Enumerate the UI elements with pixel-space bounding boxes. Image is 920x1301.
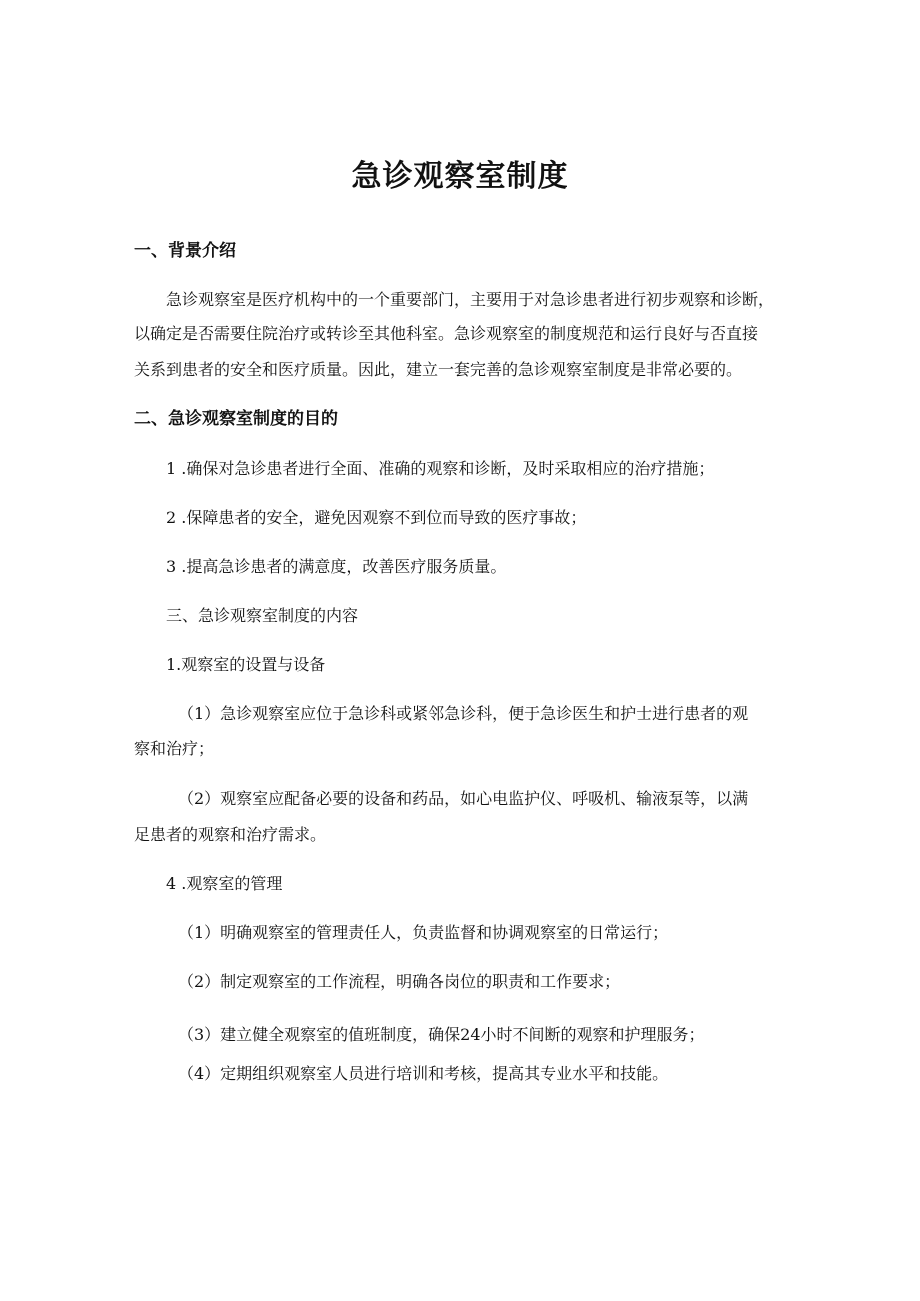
setup-item-1-line-2: 察和治疗；: [134, 739, 215, 758]
setup-item-2-line-2: 足患者的观察和治疗需求。: [134, 825, 327, 844]
management-item-4: （4）定期组织观察室人员进行培训和考核，提高其专业水平和技能。: [178, 1064, 669, 1083]
section-2-heading: 二、急诊观察室制度的目的: [134, 409, 338, 429]
setup-item-2-line-1: （2）观察室应配备必要的设备和药品，如心电监护仪、呼吸机、输液泵等，以满: [178, 789, 749, 808]
section-1-para-line-3: 关系到患者的安全和医疗质量。因此，建立一套完善的急诊观察室制度是非常必要的。: [134, 360, 743, 379]
purpose-item-2: 2 .保障患者的安全，避免因观察不到位而导致的医疗事故；: [166, 508, 587, 527]
purpose-item-3: 3 .提高急诊患者的满意度，改善医疗服务质量。: [166, 557, 507, 576]
management-item-1: （1）明确观察室的管理责任人，负责监督和协调观察室的日常运行；: [178, 923, 669, 942]
setup-item-1-line-1: （1）急诊观察室应位于急诊科或紧邻急诊科，便于急诊医生和护士进行患者的观: [178, 704, 749, 723]
section-1-heading: 一、背景介绍: [134, 241, 236, 261]
management-item-2: （2）制定观察室的工作流程，明确各岗位的职责和工作要求；: [178, 972, 621, 991]
management-item-3: （3）建立健全观察室的值班制度，确保24小时不间断的观察和护理服务；: [178, 1025, 705, 1044]
document-title: 急诊观察室制度: [351, 159, 569, 194]
section-3-heading: 三、急诊观察室制度的内容: [166, 606, 359, 625]
purpose-item-1: 1 .确保对急诊患者进行全面、准确的观察和诊断，及时采取相应的治疗措施；: [166, 459, 715, 478]
subsection-2-heading: 4 .观察室的管理: [166, 874, 283, 893]
section-1-para-line-2: 以确定是否需要住院治疗或转诊至其他科室。急诊观察室的制度规范和运行良好与否直接: [134, 324, 759, 343]
subsection-1-heading: 1.观察室的设置与设备: [166, 655, 326, 674]
section-1-para-line-1: 急诊观察室是医疗机构中的一个重要部门，主要用于对急诊患者进行初步观察和诊断，: [166, 290, 775, 309]
